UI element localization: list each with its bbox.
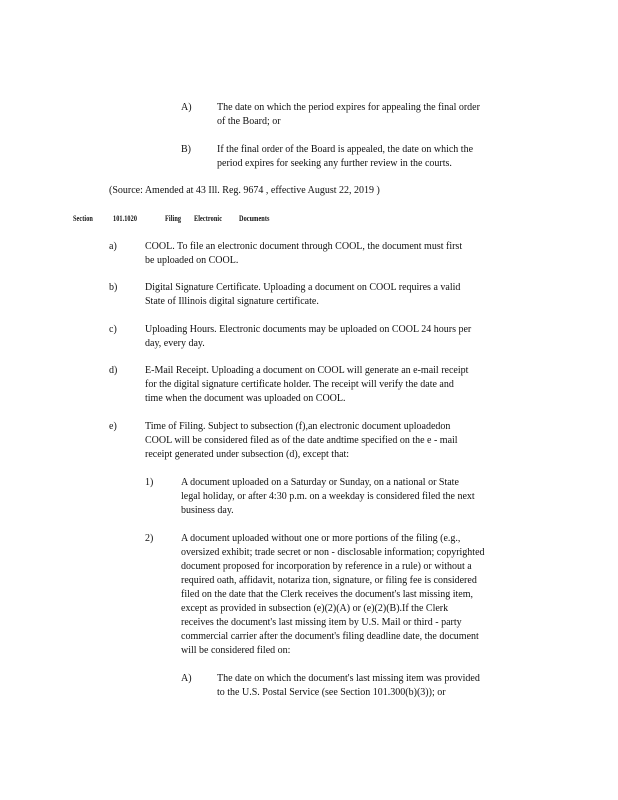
- text-line: for the digital signature certificate holder. The receipt will verify the date and: [145, 379, 454, 390]
- text-line: The date on which the document's last missing item was provided: [217, 673, 480, 684]
- item-label-e: e): [109, 421, 117, 432]
- text-line: A document uploaded without one or more portions of the filing (e.g.,: [181, 533, 461, 544]
- item-label-a: a): [109, 241, 117, 252]
- text-line: A document uploaded on a Saturday or Sunday, on a national or State: [181, 477, 459, 488]
- text-line: business day.: [181, 505, 234, 516]
- text-line: receives the document's last missing item by U.S. Mail or third - party: [181, 617, 462, 628]
- text-line: required oath, affidavit, notariza tion, signature, or filing fee is considered: [181, 575, 477, 586]
- text-line: Digital Signature Certificate. Uploading a document on COOL requires a valid: [145, 282, 461, 293]
- section-title-word: Electronic: [194, 214, 223, 223]
- text-line: legal holiday, or after 4:30 p.m. on a weekday is considered filed the next: [181, 491, 475, 502]
- text-line: day, every day.: [145, 338, 205, 349]
- text-line: except as provided in subsection (e)(2)(A) or (e)(2)(B).If the Clerk: [181, 603, 449, 614]
- source-note: (Source: Amended at 43 Ill. Reg. 9674 , effective August 22, 2019 ): [109, 185, 380, 196]
- item-label-cont-b: B): [181, 144, 191, 155]
- text-line: be uploaded on COOL.: [145, 255, 239, 266]
- text-line: Time of Filing. Subject to subsection (f),an electronic document uploadedon: [145, 421, 451, 432]
- item-label-2a: A): [181, 673, 192, 684]
- text-line: State of Illinois digital signature certificate.: [145, 296, 319, 307]
- text-line: If the final order of the Board is appealed, the date on which the: [217, 144, 474, 155]
- text-line: time when the document was uploaded on COOL.: [145, 393, 346, 404]
- text-line: period expires for seeking any further review in the courts.: [217, 158, 452, 169]
- section-title-word: Filing: [165, 214, 182, 223]
- item-label-2: 2): [145, 533, 154, 544]
- section-number: 101.1020: [113, 214, 138, 223]
- item-label-b: b): [109, 282, 118, 293]
- item-label-cont-a: A): [181, 102, 192, 113]
- text-line: The date on which the period expires for appealing the final order: [217, 102, 480, 113]
- text-line: COOL will be considered filed as of the date andtime specified on the e - mail: [145, 435, 458, 446]
- text-line: commercial carrier after the document's filing deadline date, the document: [181, 631, 479, 642]
- section-label: Section: [73, 214, 93, 223]
- item-label-c: c): [109, 324, 117, 335]
- text-line: oversized exhibit; trade secret or non - disclosable information; copyrighted: [181, 547, 485, 558]
- text-line: will be considered filed on:: [181, 645, 291, 656]
- text-line: receipt generated under subsection (d), except that:: [145, 449, 350, 460]
- text-line: of the Board; or: [217, 116, 281, 127]
- text-line: Uploading Hours. Electronic documents may be uploaded on COOL 24 hours per: [145, 324, 472, 335]
- text-line: E-Mail Receipt. Uploading a document on COOL will generate an e-mail receipt: [145, 365, 469, 376]
- text-line: COOL. To file an electronic document through COOL, the document must first: [145, 241, 463, 252]
- text-line: document proposed for incorporation by reference in a rule) or without a: [181, 561, 472, 572]
- item-label-1: 1): [145, 477, 154, 488]
- text-line: to the U.S. Postal Service (see Section 101.300(b)(3)); or: [217, 687, 446, 698]
- section-title-word: Documents: [239, 214, 270, 223]
- text-line: filed on the date that the Clerk receives the document's last missing item,: [181, 589, 474, 600]
- item-label-d: d): [109, 365, 118, 376]
